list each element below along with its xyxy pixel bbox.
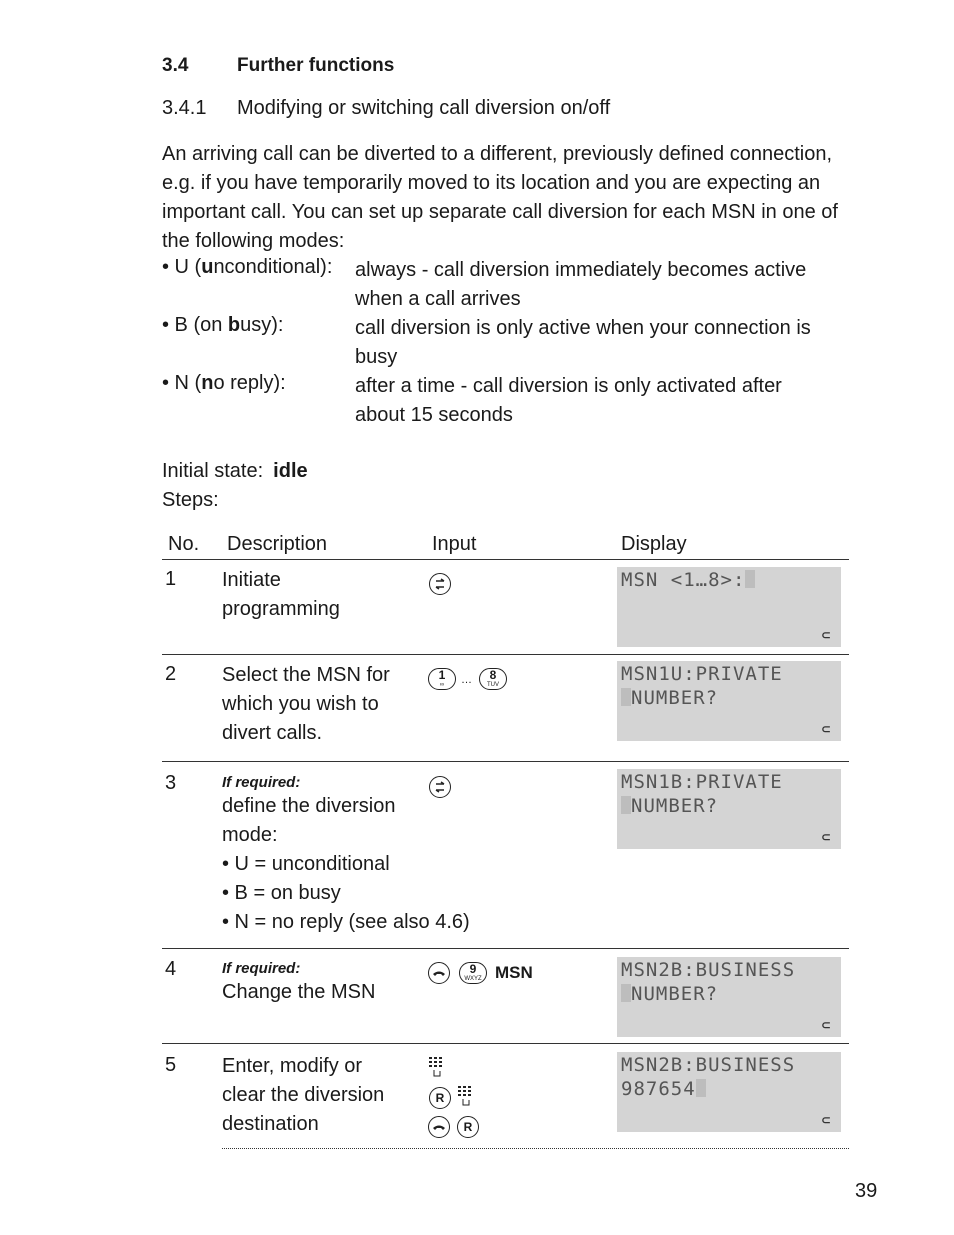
- step-number: 3: [165, 772, 177, 794]
- step-description: Initiate programming: [222, 569, 340, 620]
- step-number: 1: [165, 568, 177, 590]
- lcd-display: MSN2B:BUSINESS NUMBER? ⊂: [617, 957, 841, 1037]
- header-description: Description: [227, 533, 328, 555]
- section-number: 3.4: [162, 55, 189, 76]
- lcd-display: MSN1B:PRIVATE NUMBER? ⊂: [617, 769, 841, 849]
- subsection-number: 3.4.1: [162, 97, 207, 119]
- lcd-display: MSN2B:BUSINESS 987654 ⊂: [617, 1052, 841, 1132]
- menu-key-icon: [429, 573, 451, 595]
- step-number: 4: [165, 958, 177, 980]
- menu-key-icon: [429, 776, 451, 798]
- mode-u-desc: always - call diversion immediately becomes active when a call arrives: [355, 259, 807, 310]
- key-9-icon: 9 WXYZ: [459, 962, 487, 984]
- msn-key-label: MSN: [495, 963, 533, 982]
- step-description: If required: define the diversion mode: • U = unconditional • B = on busy • N = no reply (see also 4.6): [222, 774, 470, 933]
- section-title: Further functions: [237, 55, 395, 76]
- row-rule: [162, 761, 849, 762]
- handset-key-icon: [428, 962, 450, 984]
- cursor-block: [621, 796, 631, 814]
- steps-label: Steps:: [162, 489, 219, 511]
- step-number: 5: [165, 1054, 177, 1076]
- header-no: No.: [168, 533, 200, 555]
- lcd-indicator-icon: ⊂: [820, 830, 831, 844]
- mode-n-desc: after a time - call diversion is only activated after about 15 seconds: [355, 375, 782, 426]
- header-input: Input: [432, 533, 477, 555]
- r-key-icon: R: [429, 1087, 451, 1109]
- step-number: 2: [165, 663, 177, 685]
- header-rule: [162, 559, 849, 560]
- r-key-icon: R: [457, 1116, 479, 1138]
- step-description: If required: Change the MSN: [222, 960, 376, 1003]
- lcd-indicator-icon: ⊂: [820, 722, 831, 736]
- intro-paragraph: An arriving call can be diverted to a different, previously defined connection, e.g. if you have temporarily moved to its location and you are expecting an important call. You can set up separate call diversion for each MSN in one of the following modes:: [162, 143, 838, 252]
- step-description: Select the MSN for which you wish to divert calls.: [222, 664, 390, 744]
- mode-n-label: • N (no reply):: [162, 372, 286, 394]
- row-rule: [162, 1043, 849, 1044]
- lcd-indicator-icon: ⊂: [820, 1018, 831, 1032]
- subsection-title: Modifying or switching call diversion on/off: [237, 97, 611, 119]
- lcd-display: MSN <1…8>: ⊂: [617, 567, 841, 647]
- table-end-rule: [222, 1148, 849, 1149]
- cursor-block: [621, 984, 631, 1002]
- page-number: 39: [855, 1180, 878, 1202]
- lcd-indicator-icon: ⊂: [820, 628, 831, 642]
- keypad-icon: [457, 1085, 473, 1112]
- row-rule: [162, 654, 849, 655]
- initial-state: Initial state: idle: [162, 460, 308, 482]
- lcd-indicator-icon: ⊂: [820, 1113, 831, 1127]
- key-1-icon: 1 ∞: [428, 668, 456, 690]
- step-description: Enter, modify or clear the diversion destination: [222, 1055, 385, 1135]
- lcd-display: MSN1U:PRIVATE NUMBER? ⊂: [617, 661, 841, 741]
- handset-key-icon: [428, 1116, 450, 1138]
- cursor-block: [696, 1079, 706, 1097]
- keypad-icon: [428, 1056, 444, 1083]
- mode-b-label: • B (on busy):: [162, 314, 284, 336]
- mode-b-desc: call diversion is only active when your connection is busy: [355, 317, 811, 368]
- cursor-block: [745, 570, 755, 588]
- row-rule: [162, 948, 849, 949]
- cursor-block: [621, 688, 631, 706]
- header-display: Display: [621, 533, 687, 555]
- range-ellipsis: …: [461, 674, 472, 686]
- key-8-icon: 8 TUV: [479, 668, 507, 690]
- mode-u-label: • U (unconditional):: [162, 256, 333, 278]
